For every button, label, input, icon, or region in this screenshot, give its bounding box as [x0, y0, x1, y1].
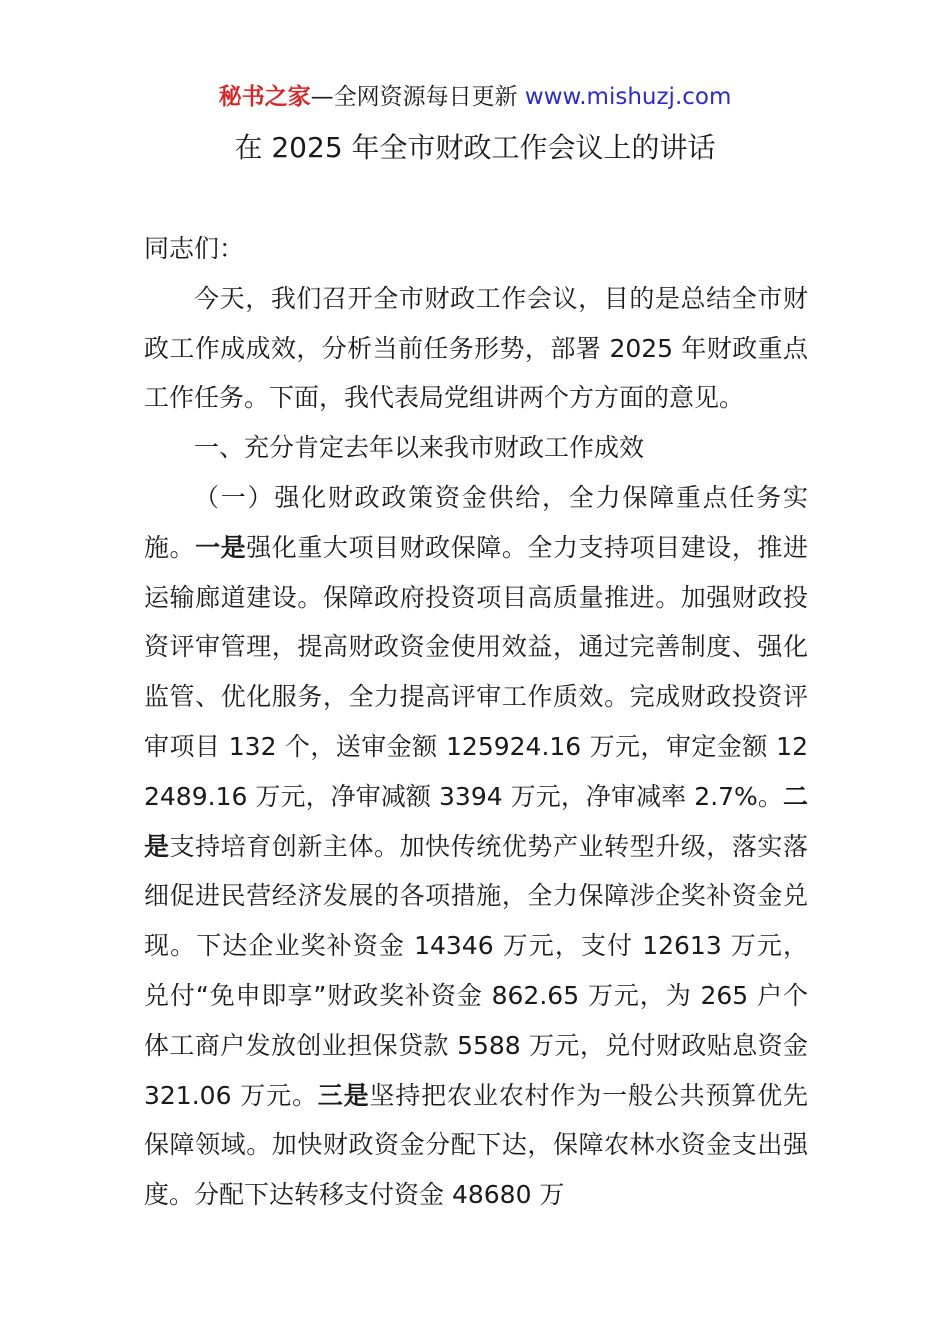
point-one-text: 强化重大项目财政保障。全力支持项目建设，推进运输廊道建设。保障政府投资项目高质量推进。加强财政投资评审管理，提高财政资金使用效益，通过完善制度、强化监管、优化服务，全力提高评审工作质效。完成财政投资评审项目 132 个，送审金额 125924.16 万元，审定金额 122489.16 万元，净审减额 3394 万元，净审减率 2.7%。 — [144, 532, 808, 811]
point-two-text: 支持培育创新主体。加快传统优势产业转型升级，落实落细促进民营经济发展的各项措施，全力保障涉企奖补资金兑现。下达企业奖补资金 14346 万元，支付 12613 万元，兑付“免申即享”财政奖补资金 862.65 万元，为 265 户个体工商户发放创业担保贷款 5588 万元，兑付财政贴息资金 321.06 万元。 — [144, 831, 808, 1110]
site-brand: 秘书之家 — [218, 84, 311, 110]
salutation: 同志们： — [144, 234, 245, 263]
point-three-text: 坚持把农业农村作为一般公共预算优先保障领域。加快财政资金分配下达，保障农林水资金支出强度。分配下达转移支付资金 48680 万 — [144, 1080, 808, 1210]
intro-paragraph: 今天，我们召开全市财政工作会议，目的是总结全市财政工作成成效，分析当前任务形势，部署 2025 年财政重点工作任务。下面，我代表局党组讲两个方方面的意见。 — [144, 283, 808, 413]
site-tagline: —全网资源每日更新 — [310, 84, 518, 110]
subsection-heading: （一）强化财政政策资金供给，全力保障重点任务实施。 — [144, 482, 808, 562]
document-title: 在 2025 年全市财政工作会议上的讲话 — [234, 131, 716, 164]
keyword-first: 一是 — [195, 532, 247, 562]
keyword-second: 二是 — [144, 781, 808, 861]
keyword-third: 三是 — [317, 1080, 370, 1110]
section-heading-1: 一、充分肯定去年以来我市财政工作成效 — [194, 433, 645, 463]
site-url-link[interactable]: www.mishuzj.com — [524, 84, 732, 110]
site-header — [0, 80, 950, 114]
document-body — [144, 224, 808, 1220]
paragraph-1 — [144, 473, 808, 1220]
